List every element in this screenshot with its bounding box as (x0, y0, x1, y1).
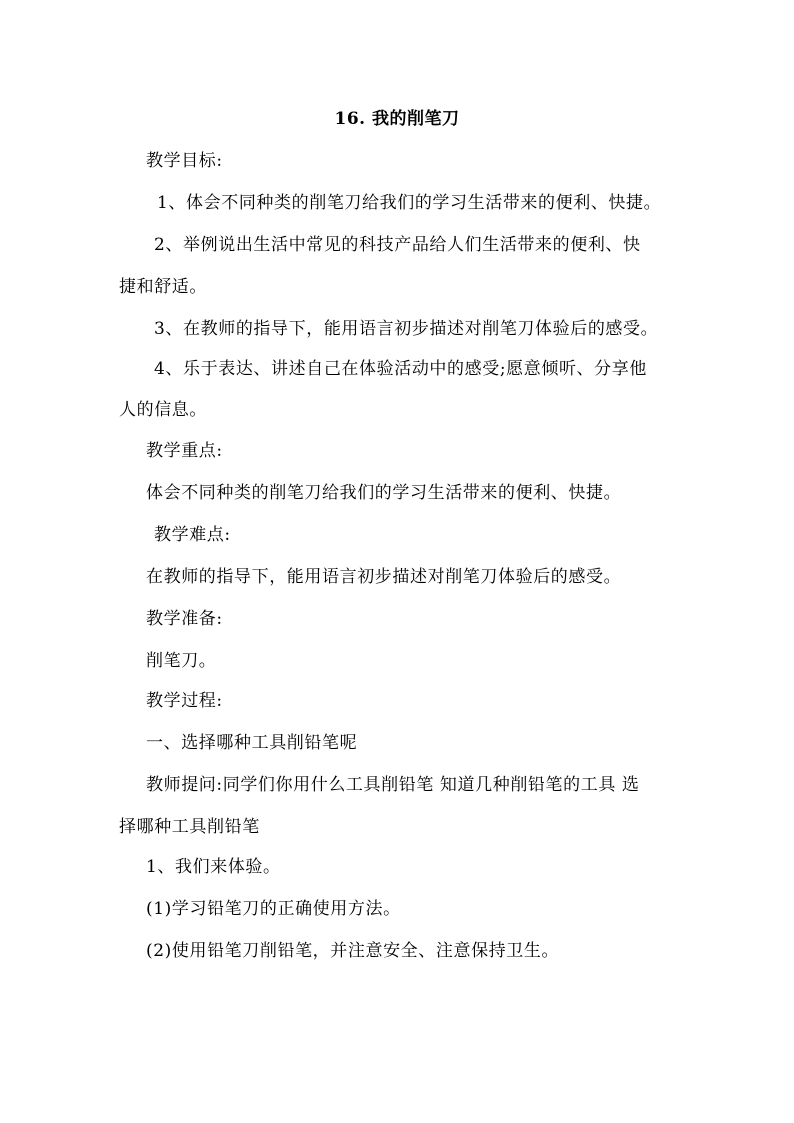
text-line-objective-2: 2、举例说出生活中常见的科技产品给人们生活带来的便利、快 (154, 235, 641, 255)
text-line-difficulties: 在教师的指导下，能用语言初步描述对削笔刀体验后的感受。 (146, 567, 622, 587)
text-line-key-points: 体会不同种类的削笔刀给我们的学习生活带来的便利、快捷。 (146, 483, 622, 503)
text-line-step-1-a: (1)学习铅笔刀的正确使用方法。 (146, 899, 401, 919)
text-line-objective-2-cont: 捷和舒适。 (119, 277, 207, 297)
text-line-section-1: 一、选择哪种工具削铅笔呢 (146, 733, 358, 753)
text-line-preparation-heading: 教学准备: (146, 609, 223, 629)
text-line-step-1: 1、我们来体验。 (146, 857, 281, 877)
text-line-teacher-question: 教师提问:同学们你用什么工具削铅笔 知道几种削铅笔的工具 选 (146, 775, 640, 795)
text-line-key-points-heading: 教学重点: (146, 441, 223, 461)
document-title: 16. 我的削笔刀 (334, 109, 460, 129)
text-line-difficulties-heading: 教学难点: (154, 525, 231, 545)
text-line-objective-3: 3、在教师的指导下，能用语言初步描述对削笔刀体验后的感受。 (154, 319, 659, 339)
text-line-preparation: 削笔刀。 (146, 651, 217, 671)
text-line-objective-1: 1、体会不同种类的削笔刀给我们的学习生活带来的便利、快捷。 (157, 193, 662, 213)
text-line-objectives-heading: 教学目标: (146, 151, 223, 171)
text-line-step-1-b: (2)使用铅笔刀削铅笔，并注意安全、注意保持卫生。 (146, 941, 560, 961)
text-line-teacher-question-cont: 择哪种工具削铅笔 (119, 817, 260, 837)
text-line-objective-4-cont: 人的信息。 (119, 400, 207, 420)
text-line-objective-4: 4、乐于表达、讲述自己在体验活动中的感受;愿意倾听、分享他 (154, 359, 647, 379)
text-line-process-heading: 教学过程: (146, 691, 223, 711)
